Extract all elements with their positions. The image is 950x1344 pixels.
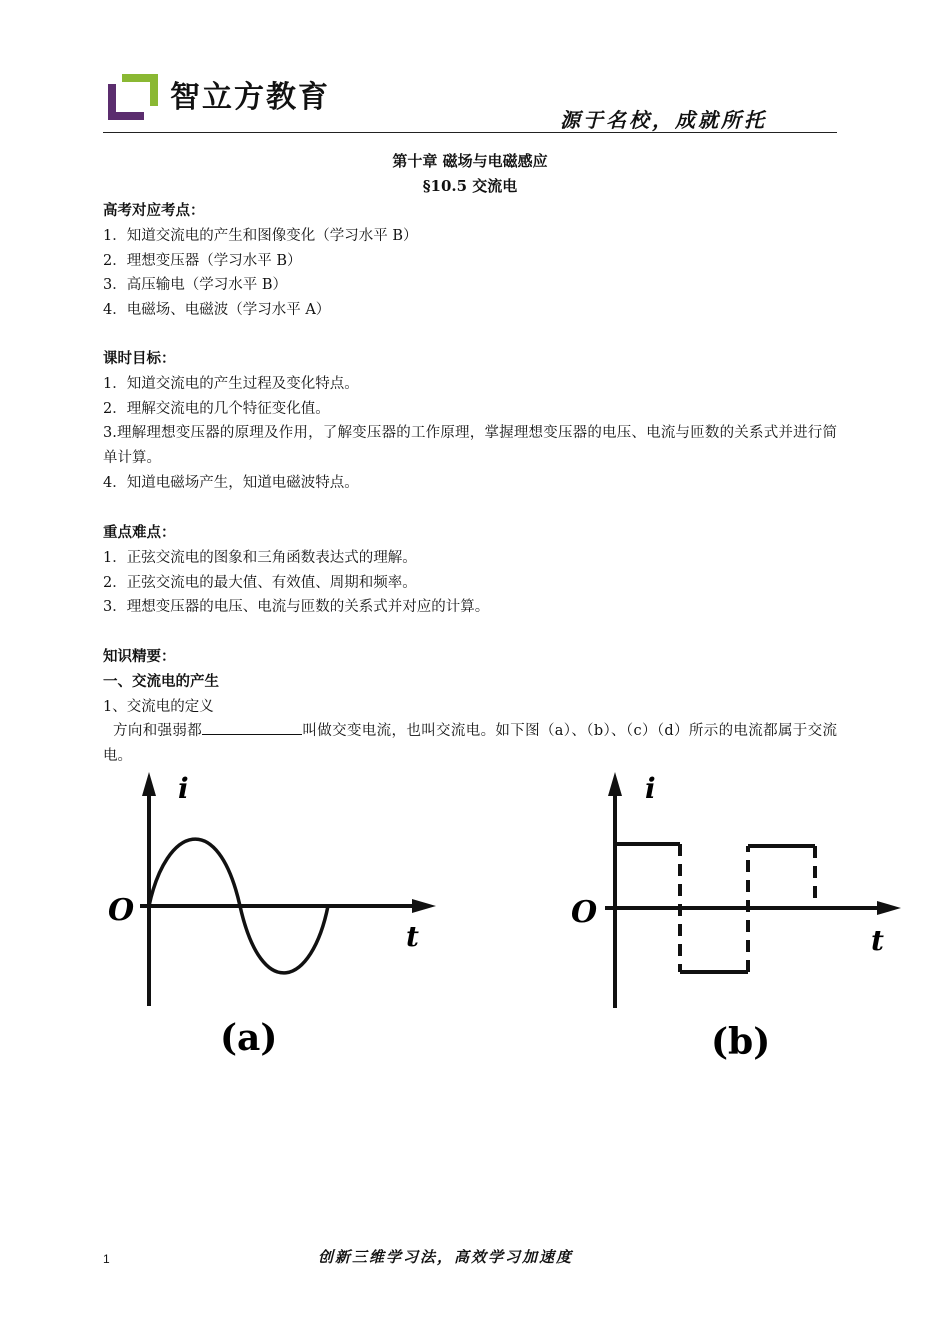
list-item: 1．知道交流电的产生和图像变化（学习水平 B）: [103, 227, 418, 244]
definition-after: 叫做交变电流，也叫交流电。如下图（a）、（b）、（c）（d）所示的电流都属于交流电。: [103, 723, 837, 765]
exam-points-heading: 高考对应考点：: [103, 203, 205, 219]
chapter-title: 第十章 磁场与电磁感应: [392, 152, 548, 170]
key-points-heading: 重点难点：: [103, 525, 176, 541]
x-axis-label: t: [406, 920, 419, 953]
list-item: 4．电磁场、电磁波（学习水平 A）: [103, 302, 331, 319]
origin-label: O: [571, 895, 598, 930]
logo-icon: [104, 70, 162, 124]
knowledge-heading: 知识精要：: [103, 649, 176, 665]
definition-before: 方向和强弱都: [113, 723, 203, 740]
list-item: 2．理想变压器（学习水平 B）: [103, 252, 302, 269]
sub1-title: 1、交流电的定义: [103, 698, 214, 715]
x-axis-label: t: [871, 924, 884, 957]
knowledge: [103, 645, 837, 769]
list-item: 2．正弦交流电的最大值、有效值、周期和频率。: [103, 574, 417, 591]
definition-paragraph: [103, 719, 837, 769]
list-item: 3．高压输电（学习水平 B）: [103, 277, 287, 294]
lesson-goals-heading: 课时目标：: [103, 351, 176, 367]
list-item: 1．正弦交流电的图象和三角函数表达式的理解。: [103, 549, 417, 566]
logo-text: 智立方教育: [170, 80, 330, 115]
key-points: [103, 521, 837, 620]
y-axis-arrow: [608, 772, 622, 796]
part1-title: 一、交流电的产生: [103, 673, 219, 690]
figure-b: [565, 768, 905, 1068]
x-axis-arrow: [412, 899, 436, 913]
figure-caption: (b): [711, 1021, 771, 1063]
lesson-goals: [103, 347, 837, 496]
origin-label: O: [108, 893, 135, 928]
fill-in-blank: [202, 720, 302, 735]
y-axis-arrow: [142, 772, 156, 796]
figure-caption: (a): [220, 1017, 278, 1059]
list-item: 3．理想变压器的电压、电流与匝数的关系式并对应的计算。: [103, 599, 490, 616]
x-axis-arrow: [877, 901, 901, 915]
page-number: 1: [103, 1252, 110, 1266]
list-item: 3.理解理想变压器的原理及作用，了解变压器的工作原理，掌握理想变压器的电压、电流与匝数的关系式并进行简单计算。: [103, 425, 837, 467]
list-item: 4．知道电磁场产生，知道电磁波特点。: [103, 474, 359, 491]
header-slogan: 源于名校，成就所托: [560, 108, 767, 132]
list-item: 1．知道交流电的产生过程及变化特点。: [103, 375, 359, 392]
list-item: 2．理解交流电的几个特征变化值。: [103, 400, 330, 417]
y-axis-label: i: [178, 772, 189, 805]
header-divider: [103, 132, 837, 133]
section-title: §10.5 交流电: [422, 177, 518, 195]
figure-a: [100, 768, 445, 1068]
exam-points: [103, 199, 837, 323]
footer-slogan: 创新三维学习法，高效学习加速度: [318, 1248, 574, 1266]
y-axis-label: i: [645, 772, 656, 805]
